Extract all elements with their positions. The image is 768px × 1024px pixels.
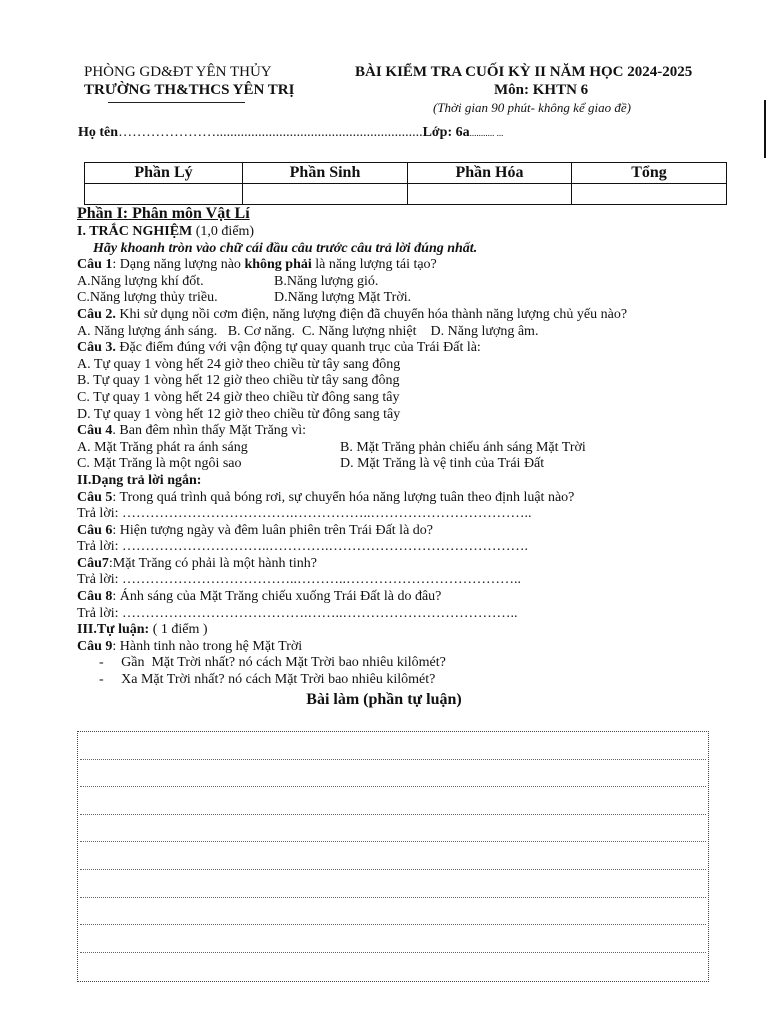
q3-label: Câu 3. <box>77 340 116 356</box>
instruction: Hãy khoanh tròn vào chữ cái đầu câu trước câu trả lời đúng nhất. <box>93 240 478 256</box>
score-table <box>84 162 727 205</box>
q1-option-b[interactable]: B.Năng lượng gió. <box>274 273 379 289</box>
question-8 <box>77 589 737 606</box>
school-underline <box>108 102 245 103</box>
question-7 <box>77 556 737 573</box>
q3-option-a[interactable]: A. Tự quay 1 vòng hết 24 giờ theo chiều từ tây sang đông <box>77 356 401 372</box>
q3-option-b[interactable]: B. Tự quay 1 vòng hết 12 giờ theo chiều từ tây sang đông <box>77 373 400 389</box>
q1-option-a[interactable]: A.Năng lượng khí đốt. <box>77 273 204 289</box>
q1-label: Câu 1 <box>77 257 113 273</box>
q4-option-b[interactable]: B. Mặt Trăng phản chiếu ánh sáng Mặt Trời <box>340 439 586 455</box>
q1-text-c: là năng lượng tái tạo? <box>311 257 437 273</box>
student-info-line <box>78 125 503 142</box>
section3-heading <box>77 622 737 639</box>
q7-label: Câu7 <box>77 555 109 571</box>
time-note: (Thời gian 90 phút- không kể giao đề) <box>433 100 631 115</box>
q8-answer-line[interactable]: Trả lời: ………………………………….……..……………………………….. <box>77 605 518 621</box>
q5-label: Câu 5 <box>77 489 113 505</box>
q8-text: : Ánh sáng của Mặt Trăng chiếu xuống Trái Đất là do đâu? <box>112 589 442 605</box>
q1-options-row1 <box>77 274 737 291</box>
question-6 <box>77 523 737 540</box>
exam-content <box>77 204 737 689</box>
answer-line[interactable] <box>80 842 706 870</box>
answer-line[interactable] <box>80 953 706 981</box>
question-4 <box>77 423 737 440</box>
margin-mark <box>764 100 766 158</box>
answer-area-title: Bài làm (phần tự luận) <box>306 691 462 708</box>
col-biology: Phần Sinh <box>243 163 408 184</box>
q3-text: Đặc điểm đúng với vận động tự quay quanh trục của Trái Đất là: <box>115 340 481 356</box>
q2-options[interactable]: A. Năng lượng ánh sáng. B. Cơ năng. C. Năng lượng nhiệt D. Năng lượng âm. <box>77 323 539 339</box>
col-total: Tổng <box>572 163 727 184</box>
q6-answer-line[interactable]: Trả lời: …………………………..………….……………………………………. <box>77 539 529 555</box>
col-chemistry: Phần Hóa <box>408 163 572 184</box>
department-name: PHÒNG GD&ĐT YÊN THỦY <box>84 64 272 80</box>
q9-sub-farthest: - Xa Mặt Trời nhất? nó cách Mặt Trời bao nhiêu kilômét? <box>99 672 436 688</box>
part1-title: Phần I: Phân môn Vật Lí <box>77 205 250 222</box>
q3-option-c[interactable]: C. Tự quay 1 vòng hết 24 giờ theo chiều từ đông sang tây <box>77 389 400 405</box>
answer-line[interactable] <box>80 870 706 898</box>
question-9 <box>77 639 737 656</box>
score-total-cell[interactable] <box>572 184 727 205</box>
answer-line[interactable] <box>80 760 706 788</box>
q2-text: Khi sử dụng nồi cơm điện, năng lượng điện đã chuyển hóa thành năng lượng chủ yếu nào? <box>115 306 628 322</box>
q7-answer-line[interactable]: Trả lời: ………………………………..………..……………………………….. <box>77 572 522 588</box>
section3-points: ( 1 điểm ) <box>149 622 208 638</box>
section2-title: II.Dạng trả lời ngắn: <box>77 472 202 488</box>
q1-text-a: : Dạng năng lượng nào <box>112 257 245 273</box>
section1-heading <box>77 224 737 241</box>
section3-title: III.Tự luận: <box>77 622 150 638</box>
score-physics-cell[interactable] <box>85 184 243 205</box>
answer-line[interactable] <box>80 815 706 843</box>
score-table-header <box>85 163 727 184</box>
school-name: TRƯỜNG TH&THCS YÊN TRỊ <box>84 82 295 98</box>
q7-text: :Mặt Trăng có phải là một hành tinh? <box>108 555 317 571</box>
q4-option-d[interactable]: D. Mặt Trăng là vệ tinh của Trái Đất <box>340 456 545 472</box>
q4-option-a[interactable]: A. Mặt Trăng phát ra ánh sáng <box>77 439 248 455</box>
q4-options-row1 <box>77 440 737 457</box>
question-1 <box>77 257 737 274</box>
q4-text: . Ban đêm nhìn thấy Mặt Trăng vì: <box>112 423 307 439</box>
section1-points: (1,0 điểm) <box>192 224 255 239</box>
answer-line[interactable] <box>80 898 706 926</box>
answer-writing-box[interactable] <box>77 731 709 982</box>
q1-options-row2 <box>77 290 737 307</box>
q1-option-c[interactable]: C.Năng lượng thủy triều. <box>77 290 218 306</box>
exam-title: BÀI KIỂM TRA CUỐI KỲ II NĂM HỌC 2024-2025 <box>355 64 693 80</box>
q3-option-d[interactable]: D. Tự quay 1 vòng hết 12 giờ theo chiều từ đông sang tây <box>77 406 401 422</box>
q8-label: Câu 8 <box>77 589 113 605</box>
q1-option-d[interactable]: D.Năng lượng Mặt Trời. <box>274 290 412 306</box>
q6-label: Câu 6 <box>77 522 113 538</box>
q4-option-c[interactable]: C. Mặt Trăng là một ngôi sao <box>77 456 242 472</box>
answer-line[interactable] <box>80 732 706 760</box>
question-2 <box>77 307 737 324</box>
question-5 <box>77 490 737 507</box>
subject-label: Môn: KHTN 6 <box>494 82 589 98</box>
q2-label: Câu 2. <box>77 306 116 322</box>
name-label: Họ tên <box>78 125 119 140</box>
name-field[interactable]: …………………........................................................... <box>118 125 423 140</box>
q1-emphasis: không phải <box>244 257 312 273</box>
score-biology-cell[interactable] <box>243 184 408 205</box>
score-chemistry-cell[interactable] <box>408 184 572 205</box>
answer-line[interactable] <box>80 925 706 953</box>
q6-text: : Hiện tượng ngày và đêm luân phiên trên Trái Đất là do? <box>112 522 433 538</box>
q4-options-row2 <box>77 456 737 473</box>
class-label: Lớp: 6a <box>422 125 470 140</box>
col-physics: Phần Lý <box>85 163 243 184</box>
section1-title: I. TRẮC NGHIỆM <box>77 224 193 239</box>
q4-label: Câu 4 <box>77 423 113 439</box>
score-table-row <box>85 184 727 205</box>
answer-line[interactable] <box>80 787 706 815</box>
q5-answer-line[interactable]: Trả lời: ……………………………….……………..…………………………….. <box>77 506 532 522</box>
class-field[interactable]: ........... ... <box>469 128 504 138</box>
q9-label: Câu 9 <box>77 638 113 654</box>
q9-text: : Hành tinh nào trong hệ Mặt Trời <box>112 638 303 654</box>
q9-sub-nearest: - Gần Mặt Trời nhất? nó cách Mặt Trời bao nhiêu kilômét? <box>99 655 446 671</box>
q5-text: : Trong quá trình quả bóng rơi, sự chuyển hóa năng lượng tuân theo định luật nào? <box>112 489 575 505</box>
question-3 <box>77 340 737 357</box>
